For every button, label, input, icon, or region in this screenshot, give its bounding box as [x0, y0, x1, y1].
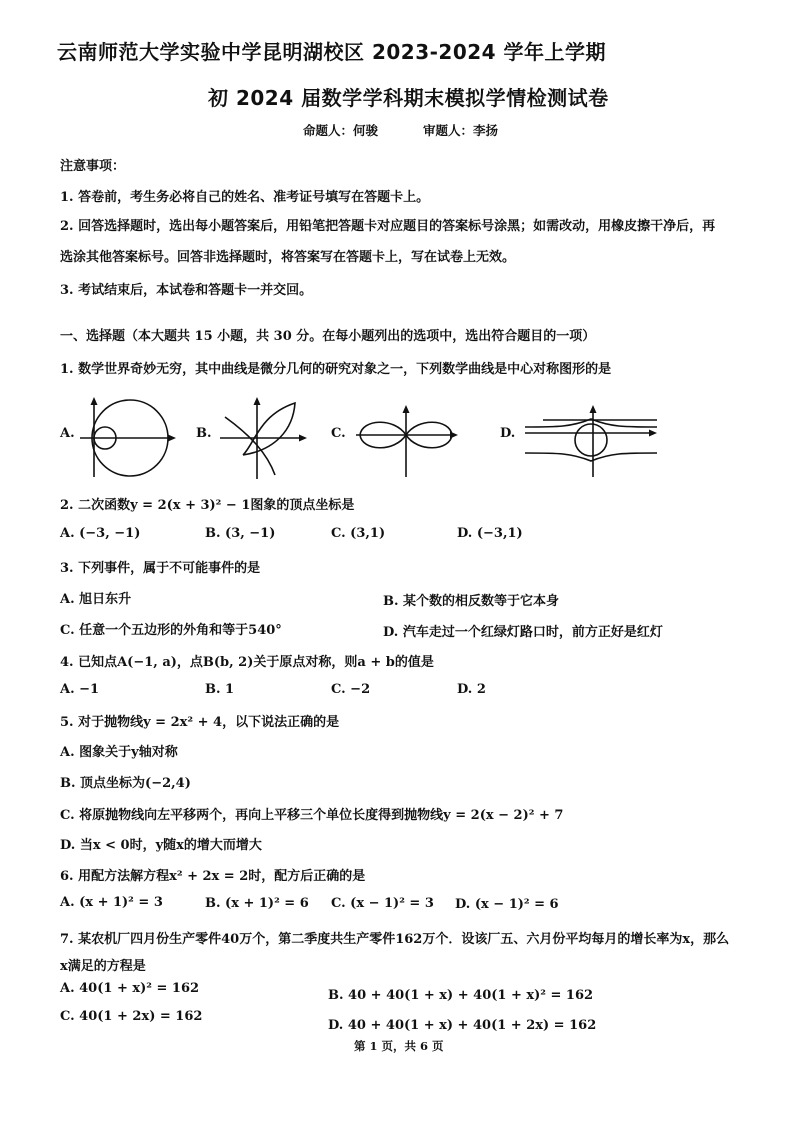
q6-option-a: A. (x + 1)² = 3	[60, 895, 163, 910]
q2-option-b: B. (3, −1)	[205, 526, 276, 541]
q4-option-c: C. −2	[331, 682, 371, 697]
q2-option-d: D. (−3,1)	[457, 526, 523, 541]
q3-option-c: C. 任意一个五边形的外角和等于540°	[60, 623, 282, 638]
q2-option-c: C. (3,1)	[331, 526, 386, 541]
q6-option-c: C. (x − 1)² = 3	[331, 896, 434, 911]
q4-option-a: A. −1	[60, 682, 100, 697]
q3-stem: 3. 下列事件，属于不可能事件的是	[60, 561, 261, 576]
q1-figure-d	[523, 395, 663, 480]
q6-option-b: B. (x + 1)² = 6	[205, 896, 309, 911]
q7-stem-line2: x满足的方程是	[60, 959, 146, 974]
q4-stem: 4. 已知点A(−1, a)，点B(b, 2)关于原点对称，则a + b的值是	[60, 655, 434, 670]
q1-option-d-label: D.	[500, 426, 516, 441]
q1-option-a-label: A.	[60, 426, 75, 441]
q1-figure-c	[354, 395, 464, 480]
exam-title-line1: 云南师范大学实验中学昆明湖校区 2023-2024 学年上学期	[57, 40, 607, 64]
notice-heading: 注意事项：	[60, 159, 126, 174]
q2-stem: 2. 二次函数y = 2(x + 3)² − 1图象的顶点坐标是	[60, 498, 355, 513]
q4-option-d: D. 2	[457, 682, 486, 697]
q7-option-b: B. 40 + 40(1 + x) + 40(1 + x)² = 162	[328, 988, 594, 1003]
q5-stem: 5. 对于抛物线y = 2x² + 4，以下说法正确的是	[60, 715, 340, 730]
reviewer: 审题人：李扬	[423, 123, 499, 138]
notice-item-1: 1. 答卷前，考生务必将自己的姓名、准考证号填写在答题卡上。	[60, 190, 430, 205]
notice-item-3: 3. 考试结束后，本试卷和答题卡一并交回。	[60, 283, 313, 298]
q1-figure-a	[72, 395, 182, 480]
notice-item-2-line1: 2. 回答选择题时，选出每小题答案后，用铅笔把答题卡对应题目的答案标号涂黑；如需改动，用橡皮擦干净后，再	[60, 219, 716, 234]
q5-option-d: D. 当x < 0时，y随x的增大而增大	[60, 838, 262, 853]
q6-option-d: D. (x − 1)² = 6	[455, 897, 559, 912]
page-number: 第 1 页，共 6 页	[354, 1039, 444, 1053]
notice-item-2-line2: 选涂其他答案标号。回答非选择题时，将答案写在答题卡上，写在试卷上无效。	[60, 250, 516, 265]
exam-title-line2: 初 2024 届数学学科期末模拟学情检测试卷	[208, 86, 609, 110]
q5-option-a: A. 图象关于y轴对称	[60, 745, 178, 760]
q3-option-b: B. 某个数的相反数等于它本身	[383, 594, 560, 609]
q1-figure-b	[215, 395, 310, 480]
q5-option-c: C. 将原抛物线向左平移两个，再向上平移三个单位长度得到抛物线y = 2(x − 2)² + 7	[60, 808, 564, 823]
q6-stem: 6. 用配方法解方程x² + 2x = 2时，配方后正确的是	[60, 869, 366, 884]
q7-option-a: A. 40(1 + x)² = 162	[60, 981, 200, 996]
q7-option-d: D. 40 + 40(1 + x) + 40(1 + 2x) = 162	[328, 1018, 597, 1033]
q1-option-c-label: C.	[331, 426, 346, 441]
setter: 命题人：何骏	[303, 123, 379, 138]
q7-stem-line1: 7. 某农机厂四月份生产零件40万个，第二季度共生产零件162万个．设该厂五、六月份平均每月的增长率为x，那么	[60, 932, 730, 947]
q1-option-b-label: B.	[196, 426, 212, 441]
q7-option-c: C. 40(1 + 2x) = 162	[60, 1009, 203, 1024]
q5-option-b: B. 顶点坐标为(−2,4)	[60, 776, 191, 791]
q4-option-b: B. 1	[205, 682, 235, 697]
section-heading: 一、选择题（本大题共 15 小题，共 30 分。在每小题列出的选项中，选出符合题目的一项）	[60, 329, 596, 344]
q3-option-a: A. 旭日东升	[60, 592, 132, 607]
q2-option-a: A. (−3, −1)	[60, 526, 141, 541]
q3-option-d: D. 汽车走过一个红绿灯路口时，前方正好是红灯	[383, 625, 663, 640]
q1-stem: 1. 数学世界奇妙无穷，其中曲线是微分几何的研究对象之一，下列数学曲线是中心对称图形的是	[60, 362, 612, 377]
